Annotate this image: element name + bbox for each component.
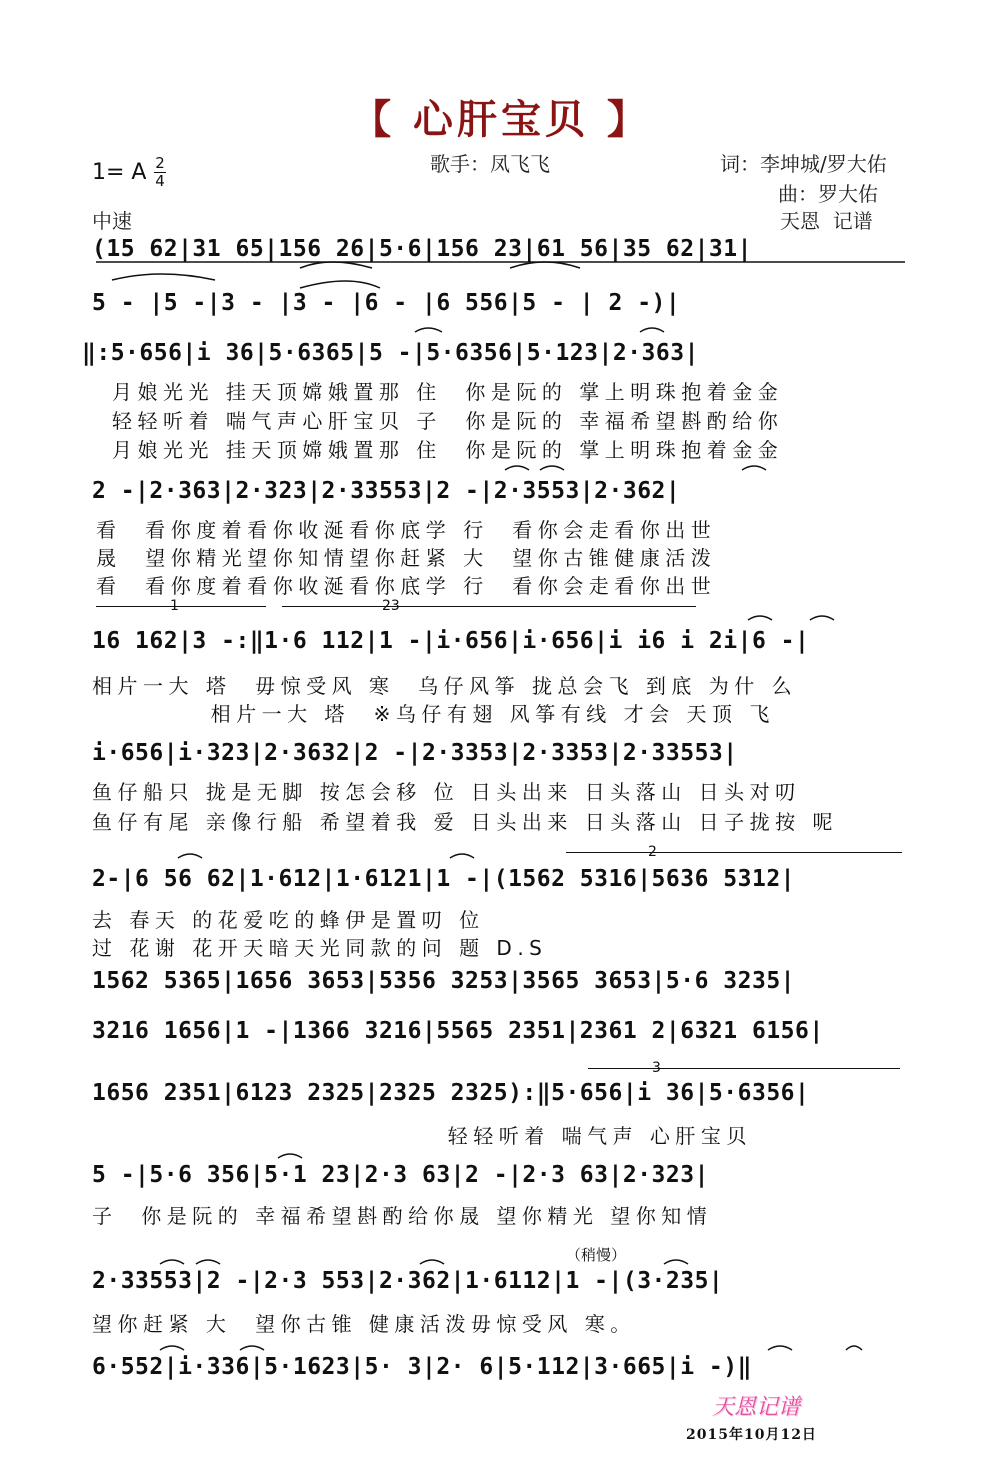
repeat-bracket-3	[588, 1068, 900, 1069]
lyric-line-7-verse-1: 去 春天 的花爱吃的蜂伊是置叨 位	[92, 908, 485, 932]
song-title: 【 心肝宝贝 】	[351, 97, 651, 143]
lyric-line-10: 轻轻听着 喘气声 心肝宝贝	[92, 1124, 752, 1148]
transcriber-watermark: 天恩记谱	[712, 1395, 801, 1420]
score-line-11: 5 -|5·6 356|5·1 23|2·3 63|2 -|2·3 63|2·323|	[92, 1162, 709, 1188]
score-line-7: 2-|6 56 62|1·612|1·6121|1 -|(1562 5316|5636 5312|	[92, 866, 796, 892]
lyric-line-5-verse-2: 相片一大 塔 ※乌仔有翅 风筝有线 才会 天顶 飞	[92, 702, 775, 726]
score-line-8: 1562 5365|1656 3653|5356 3253|3565 3653|5·6 3235|	[92, 968, 796, 994]
score-line-13: 6·552|i·336|5·1623|5· 3|2· 6|5·112|3·665|i -)‖	[92, 1354, 752, 1380]
time-signature-bottom: 4	[155, 172, 165, 190]
volta-label-1: 1	[170, 598, 179, 614]
score-line-3: ‖:5·656|i 36|5·6365|5 -|5·6356|5·123|2·363|	[82, 340, 699, 366]
score-line-12: 2·33553|2 -|2·3 553|2·362|1·6112|1 -|(3·235|	[92, 1268, 724, 1294]
volta-label-23: 23	[382, 598, 400, 614]
lyric-line-3-verse-2: 轻轻听着 喘气声心肝宝贝 子 你是阮的 幸福希望斟酌给你	[112, 409, 784, 433]
score-line-6: i·656|i·323|2·3632|2 -|2·3353|2·3353|2·33553|	[92, 740, 738, 766]
transcriber-credit: 天恩 记谱	[780, 209, 873, 233]
time-signature	[154, 156, 166, 189]
lyric-line-7-verse-2: 过 花谢 花开天暗天光同款的问 题 D.S	[92, 936, 548, 960]
lyric-line-4-verse-3: 看 看你度着看你收涎看你底学 行 看你会走看你出世	[96, 574, 717, 598]
lyric-line-6-verse-2: 鱼仔有尾 亲像行船 希望着我 爱 日头出来 日头落山 日子拢按 呢	[92, 810, 839, 834]
score-line-5: 16 162|3 -:‖1·6 112|1 -|i·656|i·656|i i6 i 2i|6 -|	[92, 628, 810, 654]
lyric-line-12: 望你赶紧 大 望你古锥 健康活泼毋惊受风 寒。	[92, 1312, 636, 1336]
repeat-label-3: 3	[652, 1060, 661, 1076]
score-line-4: 2 -|2·363|2·323|2·33553|2 -|2·3553|2·362|	[92, 478, 681, 504]
repeat-bracket-2	[566, 852, 902, 853]
lyric-line-3-verse-1: 月娘光光 挂天顶嫦娥置那 住 你是阮的 掌上明珠抱着金金	[112, 380, 784, 404]
lyric-line-3-verse-3: 月娘光光 挂天顶嫦娥置那 住 你是阮的 掌上明珠抱着金金	[112, 438, 784, 462]
key-signature: 1= A	[92, 160, 147, 185]
composer-credit: 曲：罗大佑	[778, 182, 878, 206]
transcription-date: 2015年10月12日	[686, 1427, 817, 1443]
score-line-9: 3216 1656|1 -|1366 3216|5565 2351|2361 2|6321 6156|	[92, 1018, 824, 1044]
volta-bracket-23	[282, 606, 696, 607]
tempo-mark: 中速	[92, 209, 132, 233]
tempo-slow-mark: （稍慢）	[566, 1246, 627, 1264]
repeat-label-2: 2	[648, 844, 657, 860]
score-line-2: 5 - |5 -|3 - |3 - |6 - |6 556|5 - | 2 -)|	[92, 290, 681, 316]
singer-credit: 歌手：凤飞飞	[430, 152, 550, 176]
lyric-line-11: 子 你是阮的 幸福希望斟酌给你晟 望你精光 望你知情	[92, 1204, 713, 1228]
lyric-line-4-verse-2: 晟 望你精光望你知情望你赶紧 大 望你古锥健康活泼	[96, 546, 717, 570]
volta-bracket-1	[96, 606, 266, 607]
score-line-10: 1656 2351|6123 2325|2325 2325):‖5·656|i 36|5·6356|	[92, 1080, 810, 1106]
lyric-line-4-verse-1: 看 看你度着看你收涎看你底学 行 看你会走看你出世	[96, 518, 717, 542]
lyric-line-5-verse-1: 相片一大 塔 毋惊受风 寒 乌仔风筝 拢总会飞 到底 为什 么	[92, 674, 798, 698]
score-line-1: (15 62|31 65|156 26|5·6|156 23|61 56|35 62|31|	[92, 236, 752, 262]
lyric-line-6-verse-1: 鱼仔船只 拢是无脚 按怎会移 位 日头出来 日头落山 日头对叨	[92, 780, 801, 804]
lyricist-credit: 词：李坤城/罗大佑	[720, 152, 887, 176]
time-signature-top: 2	[155, 154, 165, 172]
